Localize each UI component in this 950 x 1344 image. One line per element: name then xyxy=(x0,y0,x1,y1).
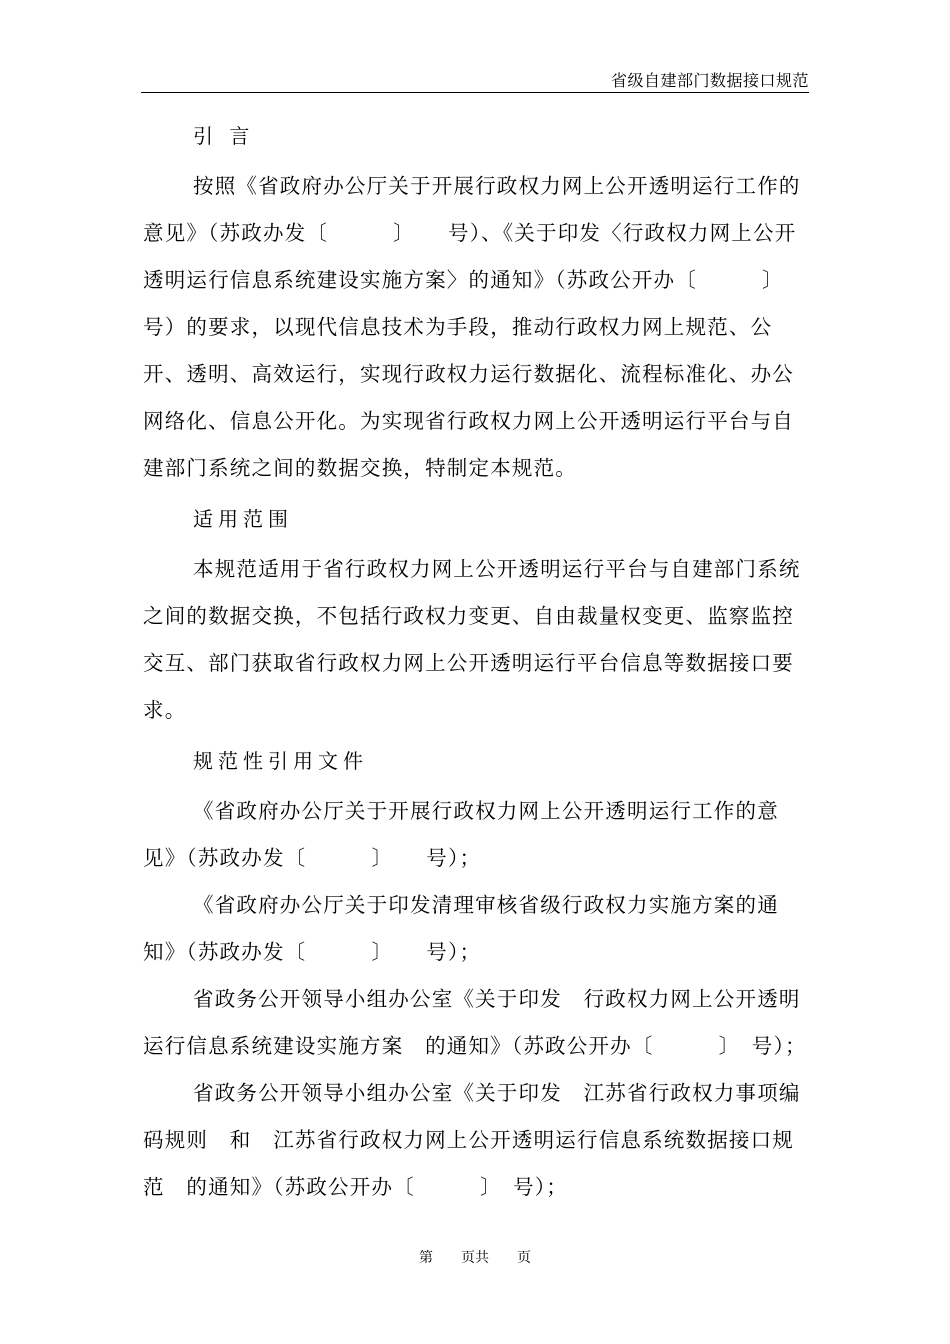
section-heading-scope: 适用范围 xyxy=(193,507,293,531)
reference-item: 省政务公开领导小组办公室《关于印发 行政权力网上公开透明运行信息系统建设实施方案 的通知》（苏政公开办〔 〕 号）； xyxy=(143,987,807,1058)
page-footer: 第 页共 页 xyxy=(419,1250,531,1266)
section-heading-introduction: 引 言 xyxy=(193,124,255,148)
reference-item: 《省政府办公厅关于开展行政权力网上公开透明运行工作的意见》（苏政办发〔 〕 号）； xyxy=(143,799,779,870)
header-title: 省级自建部门数据接口规范 xyxy=(610,71,809,90)
document-body xyxy=(143,113,807,1211)
section-heading-references: 规范性引用文件 xyxy=(193,749,368,773)
reference-item: 《省政府办公厅关于印发清理审核省级行政权力实施方案的通知》（苏政办发〔 〕 号）； xyxy=(143,893,779,964)
reference-item: 省政务公开领导小组办公室《关于印发 江苏省行政权力事项编码规则 和 江苏省行政权力网上公开透明运行信息系统数据接口规范 的通知》（苏政公开办〔 〕 号）； xyxy=(143,1081,801,1199)
page-header xyxy=(141,62,809,93)
introduction-paragraph: 按照《省政府办公厅关于开展行政权力网上公开透明运行工作的意见》（苏政办发〔 〕 号）、《关于印发〈行政权力网上公开透明运行信息系统建设实施方案〉的通知》（苏政公开办〔 〕 号）的要求，以现代信息技术为手段，推动行政权力网上规范、公开、透明、高效运行，实现行政权力运行数据化、流程标准化、办公网络化、信息公开化。为实现省行政权力网上公开透明运行平台与自建部门系统之间的数据交换，特制定本规范。 xyxy=(143,174,801,480)
scope-paragraph: 本规范适用于省行政权力网上公开透明运行平台与自建部门系统之间的数据交换，不包括行政权力变更、自由裁量权变更、监察监控交互、部门获取省行政权力网上公开透明运行平台信息等数据接口要求。 xyxy=(143,557,801,722)
